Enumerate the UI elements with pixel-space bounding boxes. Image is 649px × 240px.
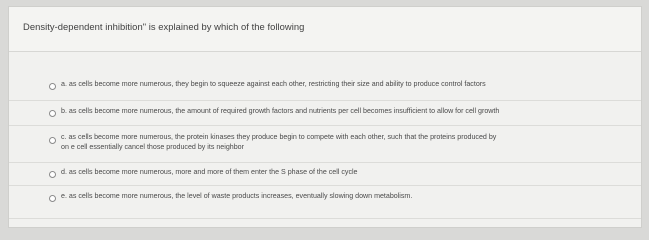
radio-button-c[interactable] — [49, 137, 56, 144]
option-c-text-line-2: on e cell essentially cancel those produced by its neighbor — [61, 142, 244, 151]
answer-option-c[interactable] — [9, 125, 641, 162]
bottom-divider — [9, 218, 641, 219]
option-e-text: e. as cells become more numerous, the level of waste products increases, eventually slowing down metabolism. — [61, 192, 413, 200]
question-text: Density-dependent inhibition" is explained by which of the following — [23, 21, 305, 32]
question-header — [9, 7, 641, 52]
radio-button-e[interactable] — [49, 195, 56, 202]
answer-options — [9, 51, 641, 229]
option-d-text: d. as cells become more numerous, more and more of them enter the S phase of the cell cycle — [61, 168, 358, 176]
radio-button-b[interactable] — [49, 110, 56, 117]
answer-option-e[interactable] — [9, 185, 641, 210]
question-card — [8, 6, 642, 228]
radio-button-d[interactable] — [49, 171, 56, 178]
option-c-text-line-1: c. as cells become more numerous, the protein kinases they produce begin to compete with each other, such that the proteins produced by — [61, 133, 497, 141]
answer-option-a[interactable] — [9, 77, 641, 99]
radio-button-a[interactable] — [49, 83, 56, 90]
option-a-text: a. as cells become more numerous, they begin to squeeze against each other, restricting their size and ability to produce control factors — [61, 80, 486, 88]
answer-option-b[interactable] — [9, 100, 641, 125]
option-c-text — [61, 133, 496, 152]
option-b-text: b. as cells become more numerous, the amount of required growth factors and nutrients per cell becomes insufficient to allow for cell growth — [61, 107, 500, 115]
answer-option-d[interactable] — [9, 162, 641, 185]
